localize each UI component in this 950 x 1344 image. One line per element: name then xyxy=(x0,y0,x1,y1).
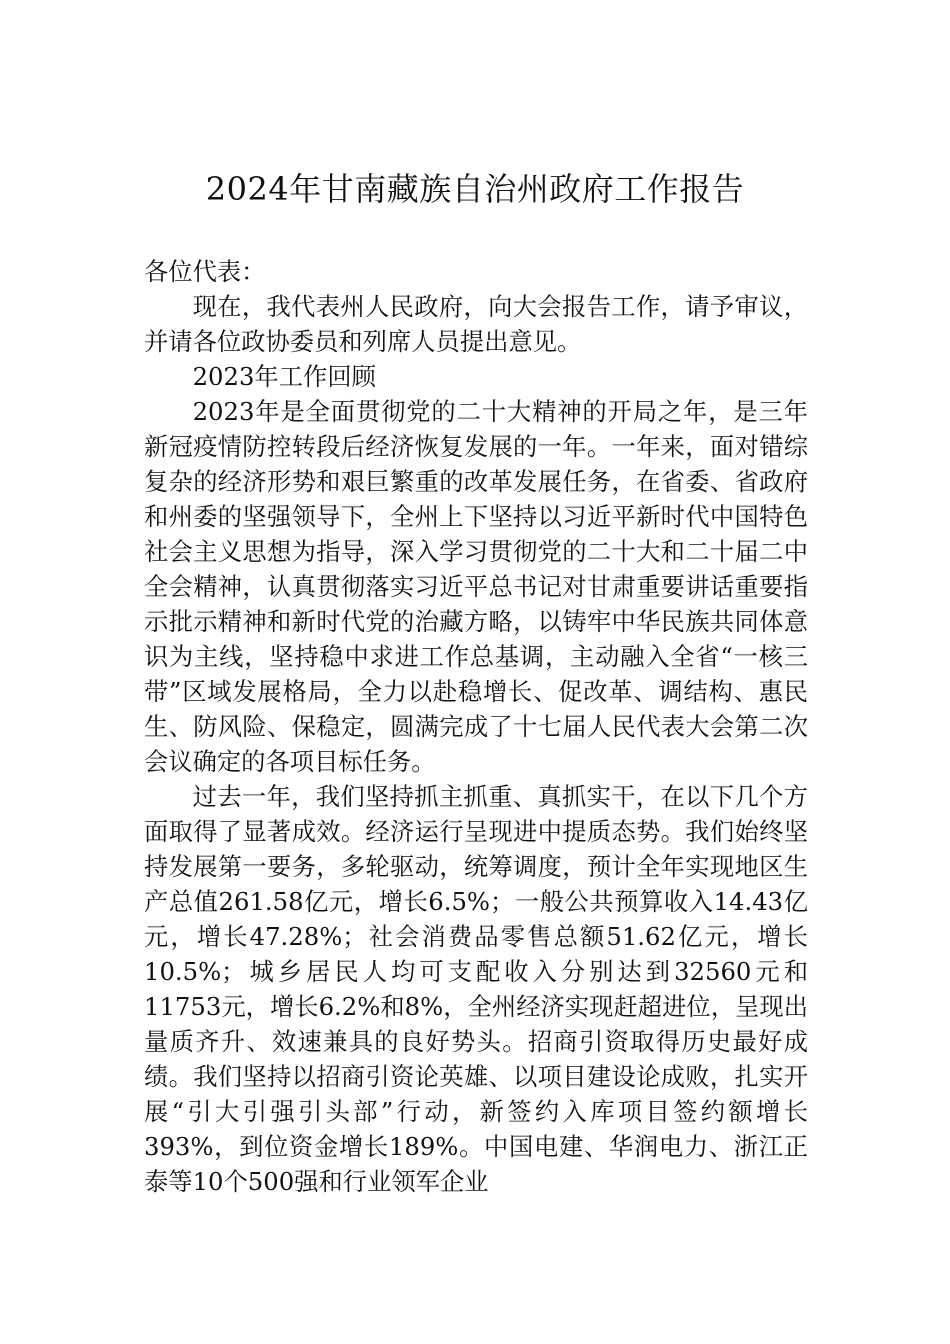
opening-paragraph: 现在，我代表州人民政府，向大会报告工作，请予审议，并请各位政协委员和列席人员提出意见。 xyxy=(144,292,808,356)
document-title: 2024年甘南藏族自治州政府工作报告 xyxy=(205,170,745,208)
achievements-paragraph: 过去一年，我们坚持抓主抓重、真抓实干，在以下几个方面取得了显著成效。经济运行呈现进中提质态势。我们始终坚持发展第一要务，多轮驱动，统筹调度，预计全年实现地区生产总值261.58亿元，增长6.5%；一般公共预算收入14.43亿元，增长47.28%；社会消费品零售总额51.62亿元，增长10.5%；城乡居民人均可支配收入分别达到32560元和11753元，增长6.2%和8%，全州经济实现赶超进位，呈现出量质齐升、效速兼具的良好势头。招商引资取得历史最好成绩。我们坚持以招商引资论英雄、以项目建设论成败，扎实开展“引大引强引头部”行动，新签约入库项目签约额增长393%，到位资金增长189%。中国电建、华润电力、浙江正泰等10个500强和行业领军企业 xyxy=(144,782,808,1196)
review-paragraph: 2023年是全面贯彻党的二十大精神的开局之年，是三年新冠疫情防控转段后经济恢复发展的一年。一年来，面对错综复杂的经济形势和艰巨繁重的改革发展任务，在省委、省政府和州委的坚强领导下，全州上下坚持以习近平新时代中国特色社会主义思想为指导，深入学习贯彻党的二十大和二十届二中全会精神，认真贯彻落实习近平总书记对甘肃重要讲话重要指示批示精神和新时代党的治藏方略，以铸牢中华民族共同体意识为主线，坚持稳中求进工作总基调，主动融入全省“一核三带”区域发展格局，全力以赴稳增长、促改革、调结构、惠民生、防风险、保稳定，圆满完成了十七届人民代表大会第二次会议确定的各项目标任务。 xyxy=(144,397,808,776)
salutation: 各位代表： xyxy=(144,257,266,286)
section-heading: 2023年工作回顾 xyxy=(192,362,376,391)
document-body xyxy=(144,254,808,1199)
